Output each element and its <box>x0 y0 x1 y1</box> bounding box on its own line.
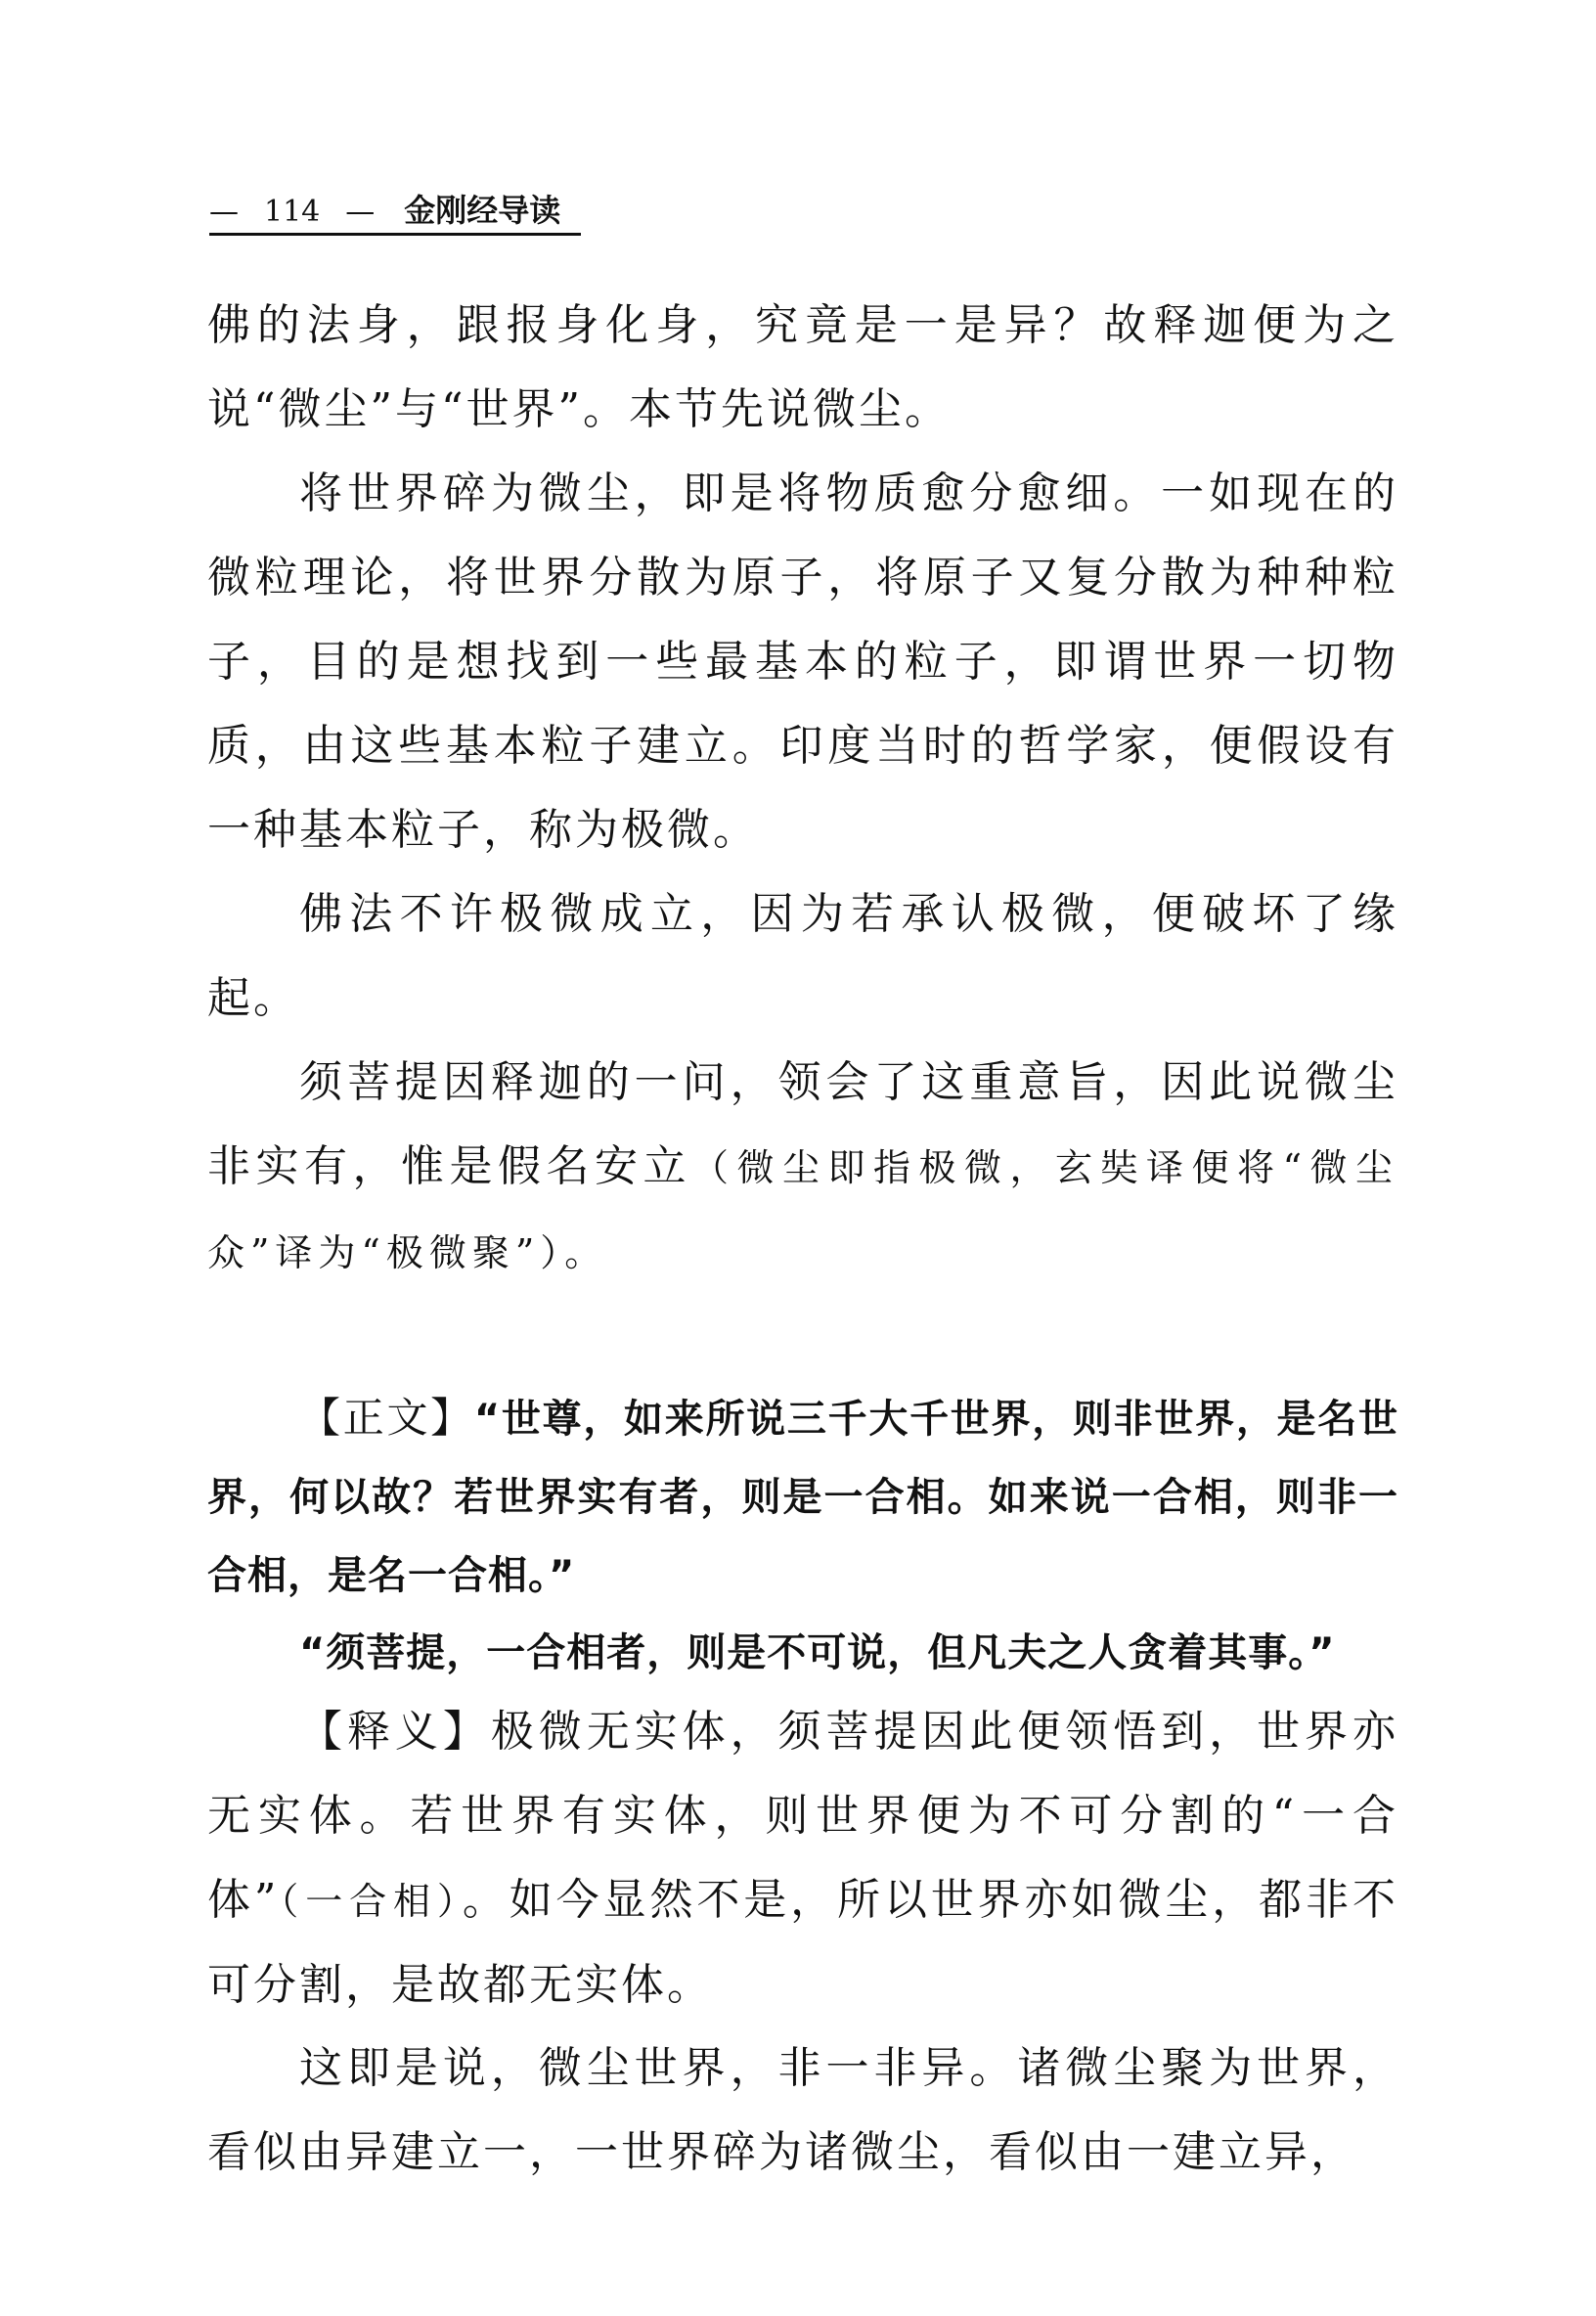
paragraph-2: 将世界碎为微尘，即是将物质愈分愈细。一如现在的微粒理论，将世界分散为原子，将原子又复分散为种种粒子，目的是想找到一些最基本的粒子，即谓世界一切物质，由这些基本粒子建立。印度当时的哲学家，便假设有一种基本粒子，称为极微。 <box>207 468 1398 855</box>
page-number: 114 <box>264 195 321 229</box>
shiyi-note: （一合相） <box>279 1880 463 1923</box>
zhengwen-paragraph-2: “须菩提，一合相者，则是不可说，但凡夫之人贪着其事。” <box>299 1630 1336 1675</box>
paragraph-4-note: （微尘即指极微，玄奘译便将“微尘众”译为“极微聚”）。 <box>207 1146 1398 1274</box>
zhengwen-paragraph-1 <box>207 1379 1398 1615</box>
shiyi-label: 【释义】 <box>299 1707 491 1757</box>
header-underline <box>209 233 581 236</box>
book-title: 金刚经导读 <box>404 192 561 229</box>
shiyi-text: 极微无实体，须菩提因此便领悟到，世界亦无实体。若世界有实体，则世界便为不可分割的“一合体” <box>207 1707 1399 1925</box>
shiyi-text-end: 。如今显然不是，所以世界亦如微尘，都非不可分割，是故都无实体。 <box>207 1875 1398 2010</box>
shiyi-paragraph <box>207 1690 1398 2027</box>
paragraph-1: 佛的法身，跟报身化身，究竟是一是异？故释迦便为之说“微尘”与“世界”。本节先说微尘。 <box>207 300 1398 434</box>
zhengwen-label: 【正文】 <box>299 1394 474 1442</box>
paragraph-4 <box>207 1041 1398 1295</box>
page-header <box>209 186 560 237</box>
header-dash-right: — <box>345 195 376 229</box>
paragraph-last: 这即是说，微尘世界，非一非异。诸微尘聚为世界，看似由异建立一，一世界碎为诸微尘，看似由一建立异， <box>207 2043 1398 2177</box>
zhengwen-text-1: “世尊，如来所说三千大千世界，则非世界，是名世界，何以故？若世界实有者，则是一合相。如来说一合相，则非一合相，是名一合相。” <box>207 1397 1398 1598</box>
header-dash-left: — <box>209 195 239 229</box>
paragraph-4-main: 须菩提因释迦的一问，领会了这重意旨，因此说微尘非实有，惟是假名安立 <box>207 1057 1398 1191</box>
paragraph-3: 佛法不许极微成立，因为若承认极微，便破坏了缘起。 <box>207 889 1398 1023</box>
